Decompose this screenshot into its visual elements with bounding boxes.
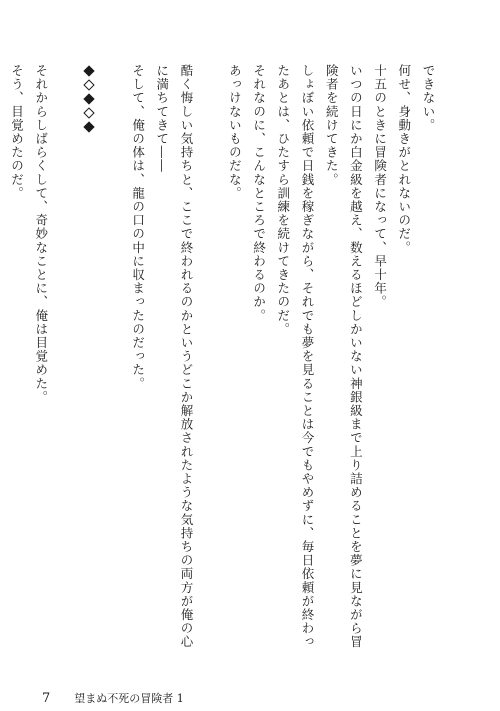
filled-diamond-icon [83, 93, 94, 104]
vertical-text-body [9, 64, 440, 654]
text-line: そして、俺の体は、龍の口の中に収まったのだった。 [130, 64, 146, 391]
text-line: に満ちてきて―― [154, 64, 170, 173]
page-number: 7 [42, 691, 51, 706]
text-line: たあとは、ひたすら訓練を続けてきたのだ。 [275, 64, 291, 336]
page-footer [42, 690, 184, 706]
text-line: 何せ、身動きがとれないのだ。 [396, 64, 412, 255]
text-line: あっけないものだな。 [227, 64, 243, 200]
text-line: そう、目覚めたのだ。 [9, 64, 25, 200]
blank-line [198, 64, 222, 654]
text-line: それなのに、こんなところで終わるのか。 [251, 64, 267, 323]
hollow-diamond-icon [83, 107, 94, 118]
filled-diamond-icon [83, 121, 94, 132]
text-line: 十五のときに冒険者になって、早十年。 [372, 64, 388, 309]
filled-diamond-icon [83, 65, 94, 76]
text-line: できない。 [421, 64, 436, 132]
running-title: 望まぬ不死の冒険者 1 [74, 692, 184, 705]
text-line: 険者を続けてきた。 [324, 64, 340, 187]
blank-line [53, 64, 77, 654]
hollow-diamond-icon [83, 79, 94, 90]
blank-line [101, 64, 125, 654]
text-line: それからしばらくして、奇妙なことに、俺は目覚めた。 [33, 64, 49, 404]
text-line: いつの日にか白金級を越え、数えるほどしかいない神銀級まで上り詰めることを夢に見ながら冒 [348, 64, 364, 649]
text-line: しょぼい依頼で日銭を稼ぎながら、それでも夢を見ることは今でもやめずに、毎日依頼が終わっ [299, 64, 315, 649]
text-line: 酷く悔しい気持ちと、ここで終われるのかというどこか解放されたような気持ちの両方が俺の心 [178, 64, 194, 649]
section-break-ornament [77, 64, 101, 654]
